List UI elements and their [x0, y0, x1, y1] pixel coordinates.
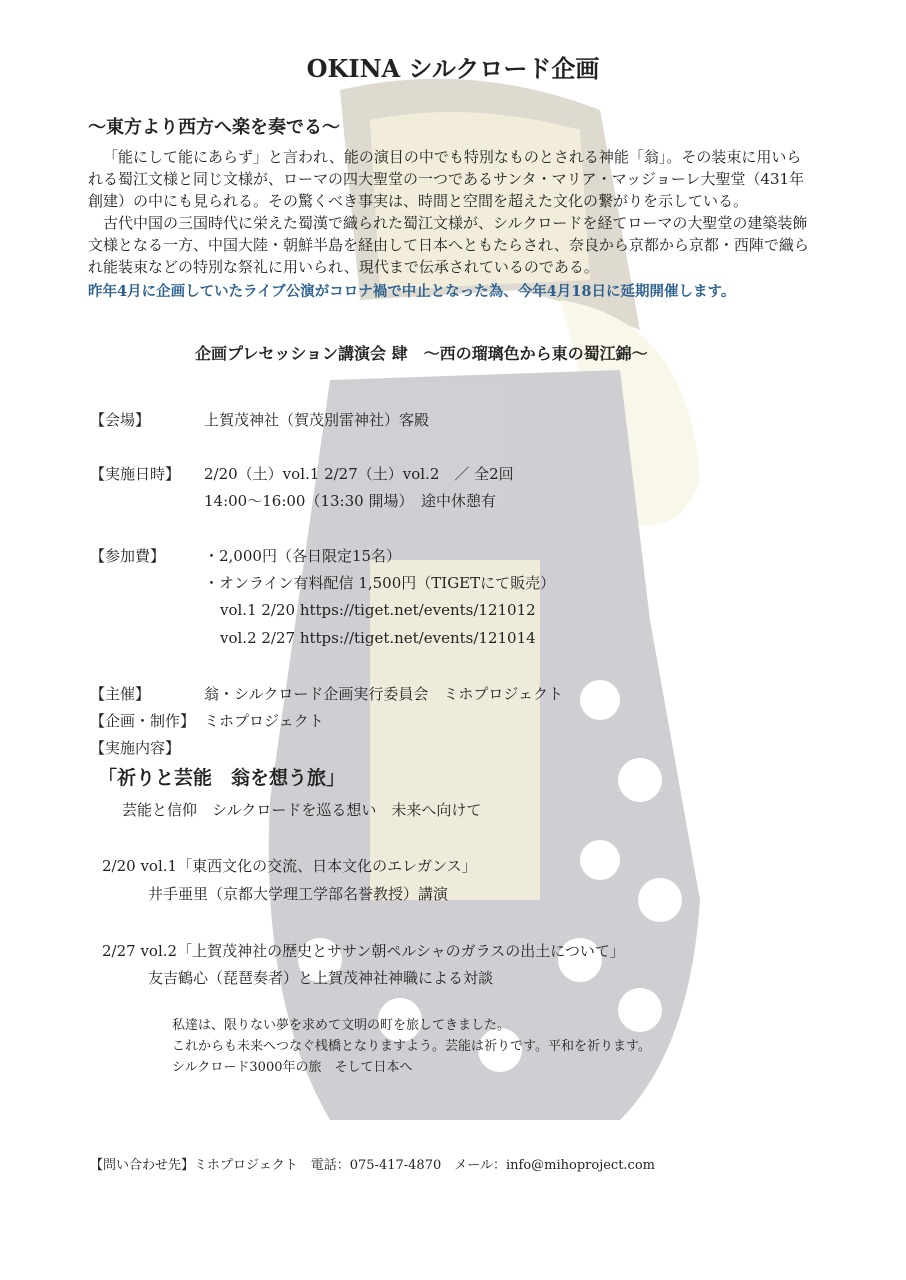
datetime-line: 2/20（土）vol.1 2/27（土）vol.2 ／ 全2回	[204, 465, 514, 483]
message-line: 私達は、限りない夢を求めて文明の町を旅してきました。	[172, 1018, 511, 1033]
venue-label: 【会場】	[90, 411, 151, 429]
session-speaker: 井手亜里（京都大学理工学部名誉教授）講演	[148, 885, 449, 903]
event-subtitle: 企画プレセッション講演会 肆 〜西の瑠璃色から東の蜀江錦〜	[195, 344, 648, 363]
organizer-label: 【主催】	[90, 685, 151, 703]
postponement-notice: 昨年4月に企画していたライブ公演がコロナ禍で中止となった為、今年4月18日に延期開催します。	[88, 283, 736, 300]
contact-info: 【問い合わせ先】ミホプロジェクト 電話：075-417-4870 メール：info@mihoproject.com	[90, 1158, 655, 1173]
ticket-link-vol1[interactable]: vol.1 2/20 https://tiget.net/events/121012	[220, 601, 536, 619]
production-value: ミホプロジェクト	[204, 712, 324, 730]
theme-title: 「祈りと芸能 翁を想う旅」	[98, 767, 346, 789]
fee-line: ・オンライン有料配信 1,500円（TIGETにて販売）	[204, 574, 556, 592]
intro-line: 「能にして能にあらず」と言われ、能の演目の中でも特別なものとされる神能「翁」。その装束に用いら	[103, 148, 802, 166]
fee-label: 【参加費】	[90, 547, 166, 565]
ticket-link-vol2[interactable]: vol.2 2/27 https://tiget.net/events/121014	[220, 629, 536, 647]
intro-line: 創建）の中にも見られる。その驚くべき事実は、時間と空間を超えた文化の繋がりを示している。	[88, 192, 749, 210]
session-speaker: 友吉鶴心（琵琶奏者）と上賀茂神社神職による対談	[148, 969, 494, 987]
session-title: 2/27 vol.2「上賀茂神社の歴史とササン朝ペルシャのガラスの出土について」	[102, 942, 625, 960]
intro-line: れ能装束などの特別な祭礼に用いられ、現代まで伝承されているのである。	[88, 258, 599, 276]
page-title: OKINA シルクロード企画	[306, 54, 600, 83]
message-line: これからも未来へつなぐ桟橋となりますよう。芸能は祈りです。平和を祈ります。	[172, 1039, 651, 1054]
production-label: 【企画・制作】	[90, 712, 196, 730]
intro-line: 古代中国の三国時代に栄えた蜀漢で織られた蜀江文様が、シルクロードを経てローマの大聖堂の建築装飾	[103, 214, 808, 232]
datetime-label: 【実施日時】	[90, 465, 181, 483]
session-title: 2/20 vol.1「東西文化の交流、日本文化のエレガンス」	[102, 857, 477, 875]
venue-value: 上賀茂神社（賀茂別雷神社）客殿	[204, 411, 430, 429]
theme-subtitle: 芸能と信仰 シルクロードを巡る想い 未来へ向けて	[122, 801, 482, 819]
message-line: シルクロード3000年の旅 そして日本へ	[172, 1060, 413, 1075]
intro-line: 文様となる一方、中国大陸・朝鮮半島を経由して日本へともたらされ、奈良から京都から京都・西陣で織ら	[88, 236, 809, 254]
intro-heading: 〜東方より西方へ楽を奏でる〜	[88, 117, 340, 138]
content-label: 【実施内容】	[90, 739, 181, 757]
fee-line: ・2,000円（各日限定15名）	[204, 547, 402, 565]
organizer-value: 翁・シルクロード企画実行委員会 ミホプロジェクト	[204, 685, 564, 703]
datetime-line: 14:00〜16:00（13:30 開場） 途中休憩有	[204, 492, 496, 510]
intro-line: れる蜀江文様と同じ文様が、ローマの四大聖堂の一つであるサンタ・マリア・マッジョーレ大聖堂（431年	[88, 170, 805, 188]
